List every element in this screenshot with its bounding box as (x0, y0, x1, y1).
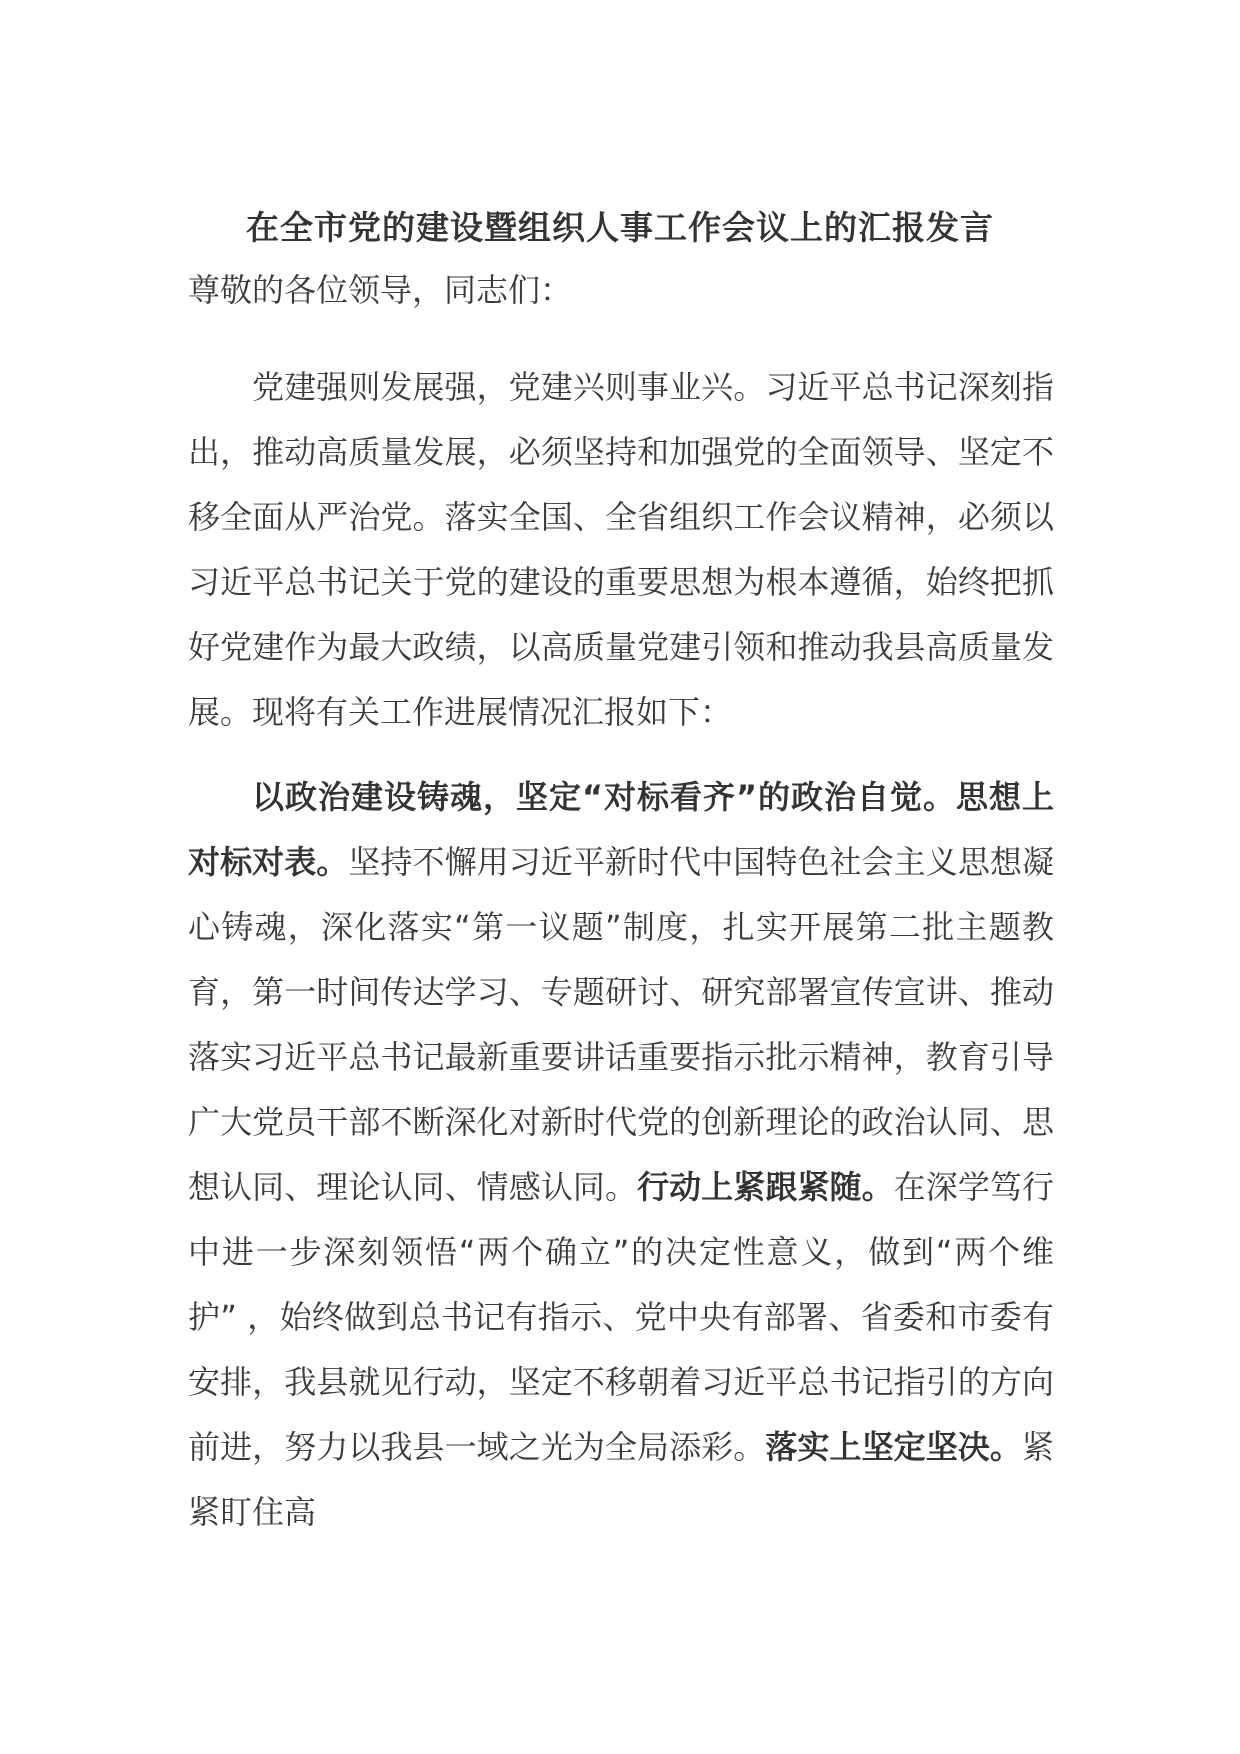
intro-paragraph: 党建强则发展强，党建兴则事业兴。习近平总书记深刻指出，推动高质量发展，必须坚持和加强党的全面领导、坚定不移全面从严治党。落实全国、全省组织工作会议精神，必须以习近平总书记关于党的建设的重要思想为根本遵循，始终把抓好党建作为最大政绩，以高质量党建引领和推动我县高质量发展。现将有关工作进展情况汇报如下： (188, 368, 1054, 731)
subsection-text-action: 在深学笃行中进一步深刻领悟“两个确立”的决定性意义，做到“两个维护” ，始终做到总书记有指示、党中央有部署、省委和市委有安排，我县就见行动，坚定不移朝着习近平总书记指引的方向前进，努力以我县一域之光为全局添彩。 (188, 1168, 1054, 1466)
section-heading: 以政治建设铸魂，坚定“对标看齐”的政治自觉。 (252, 778, 956, 816)
subsection-heading-implementation: 落实上坚定坚决。 (765, 1428, 1022, 1466)
section-paragraph (188, 765, 1054, 1545)
subsection-heading-action: 行动上紧跟紧随。 (637, 1168, 894, 1206)
salutation: 尊敬的各位领导，同志们： (188, 271, 573, 309)
subsection-heading-thought: 思想上对标对表。 (188, 778, 1054, 881)
document-title: 在全市党的建设暨组织人事工作会议上的汇报发言 (246, 208, 994, 247)
subsection-text-thought: 坚持不懈用习近平新时代中国特色社会主义思想凝心铸魂，深化落实“第一议题”制度，扎实开展第二批主题教育，第一时间传达学习、专题研讨、研究部署宣传宣讲、推动落实习近平总书记最新重要讲话重要指示批示精神，教育引导广大党员干部不断深化对新时代党的创新理论的政治认同、思想认同、理论认同、情感认同。 (188, 843, 1054, 1206)
subsection-text-implementation: 紧紧盯住高 (188, 1428, 1054, 1531)
